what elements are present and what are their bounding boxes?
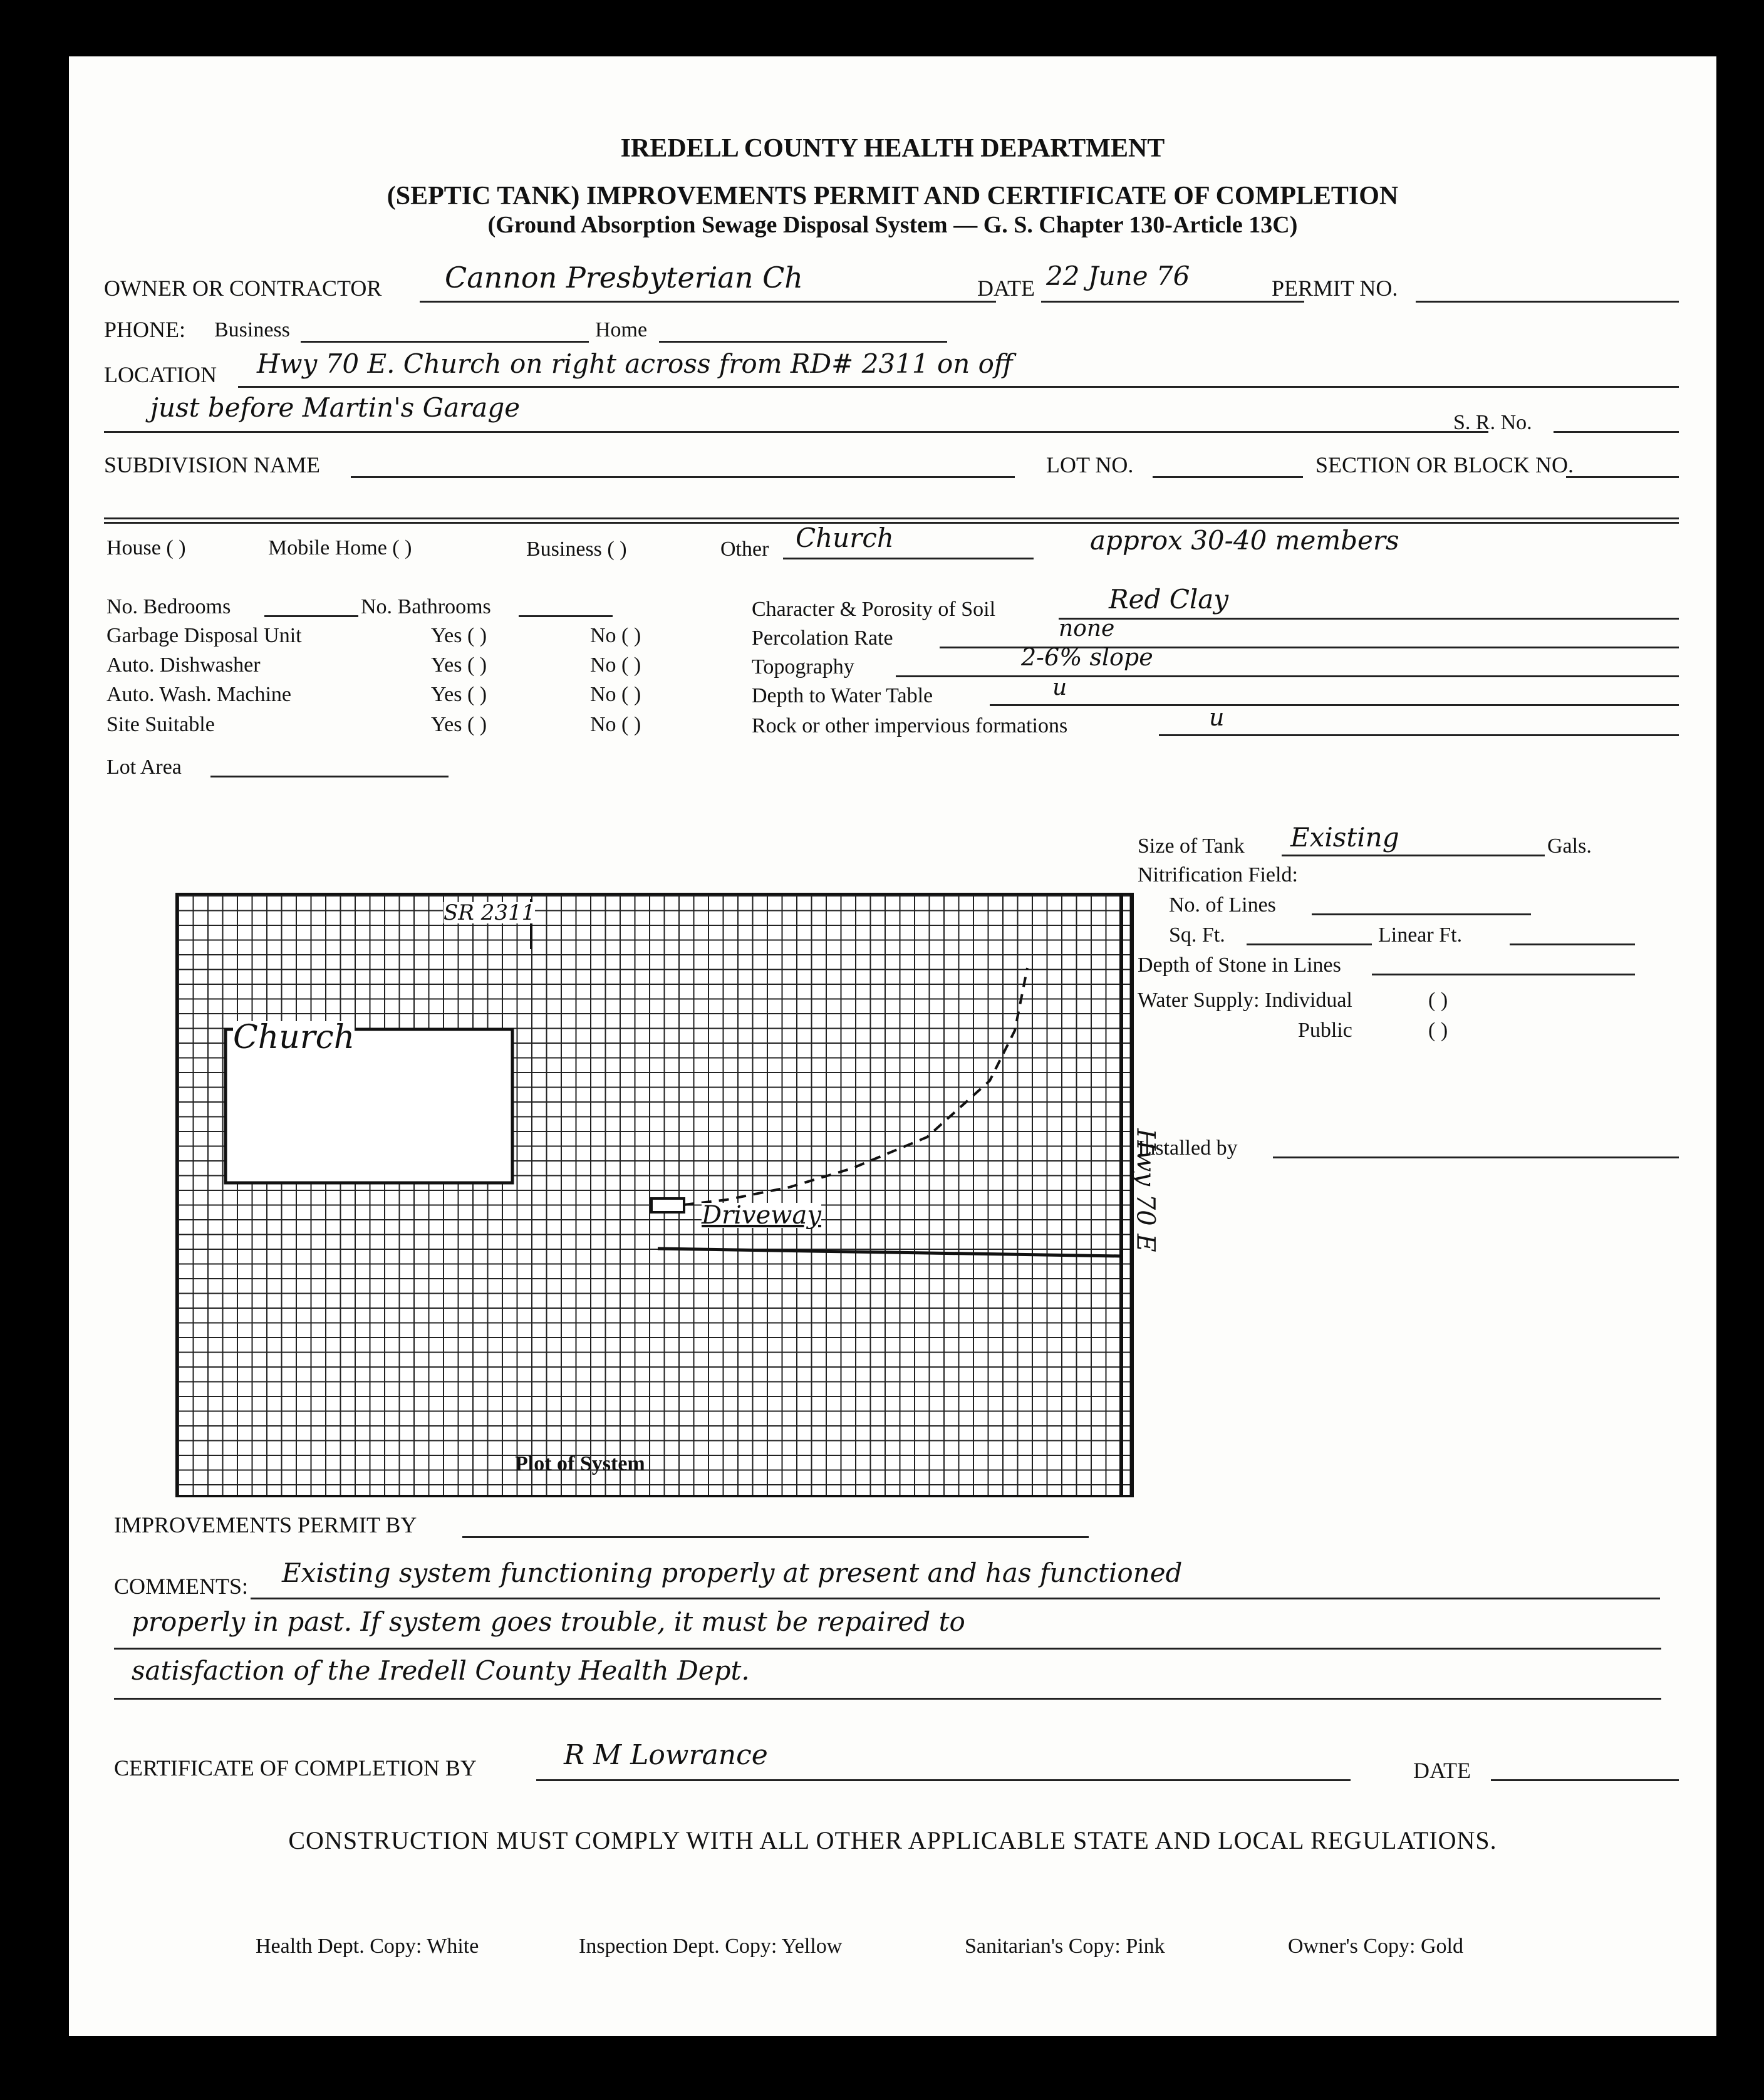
comments-line1[interactable]: Existing system functioning properly at present and has functioned xyxy=(282,1557,1183,1588)
no-of-lines-field[interactable] xyxy=(1312,913,1531,915)
permit-no-label: PERMIT NO. xyxy=(1272,276,1398,301)
road-label: Hwy 70 E xyxy=(1131,1128,1160,1252)
public-checkbox[interactable]: ( ) xyxy=(1428,1019,1448,1042)
copy-sanitarian: Sanitarian's Copy: Pink xyxy=(965,1935,1165,1958)
subdivision-field[interactable] xyxy=(351,476,1015,478)
form-subtitle: (Ground Absorption Sewage Disposal System — G. S. Chapter 130-Article 13C) xyxy=(487,212,1298,238)
gals-label: Gals. xyxy=(1547,834,1592,858)
comments-label: COMMENTS: xyxy=(114,1574,249,1599)
site-suitable-yes[interactable]: Yes ( ) xyxy=(431,713,487,736)
mobile-home-option[interactable]: Mobile Home ( ) xyxy=(268,536,412,559)
comments-line2[interactable]: properly in past. If system goes trouble, it must be repaired to xyxy=(132,1606,965,1637)
bedrooms-field[interactable] xyxy=(264,615,358,617)
public-label: Public xyxy=(1298,1019,1352,1042)
wash-machine-label: Auto. Wash. Machine xyxy=(106,683,292,706)
rock-value[interactable]: u xyxy=(1209,704,1225,731)
soil-character-label: Character & Porosity of Soil xyxy=(752,598,996,621)
owner-value[interactable]: Cannon Presbyterian Ch xyxy=(445,261,803,294)
wash-machine-yes[interactable]: Yes ( ) xyxy=(431,683,487,706)
topography-label: Topography xyxy=(752,655,854,678)
lot-no-field[interactable] xyxy=(1153,476,1303,478)
location-line1[interactable]: Hwy 70 E. Church on right across from RD# 2311 on off xyxy=(257,348,1013,379)
site-suitable-label: Site Suitable xyxy=(106,713,215,736)
certificate-date-label: DATE xyxy=(1413,1758,1471,1783)
sr-no-label: S. R. No. xyxy=(1453,411,1532,434)
location-label: LOCATION xyxy=(104,362,217,387)
water-table-value[interactable]: u xyxy=(1052,675,1067,700)
business-option[interactable]: Business ( ) xyxy=(526,538,627,561)
phone-business-field[interactable] xyxy=(301,341,589,343)
driveway-label: Driveway xyxy=(702,1201,821,1230)
sr-label: SR 2311 xyxy=(444,900,536,925)
other-value[interactable]: Church xyxy=(796,522,894,553)
sqft-label: Sq. Ft. xyxy=(1169,923,1225,947)
soil-character-value[interactable]: Red Clay xyxy=(1109,584,1229,615)
permit-form xyxy=(69,56,1716,2036)
copy-health: Health Dept. Copy: White xyxy=(256,1935,479,1958)
certificate-date-field[interactable] xyxy=(1491,1779,1679,1781)
form-title: (SEPTIC TANK) IMPROVEMENTS PERMIT AND CERTIFICATE OF COMPLETION xyxy=(387,182,1399,211)
date-value[interactable]: 22 June 76 xyxy=(1046,261,1190,291)
certificate-signature[interactable]: R M Lowrance xyxy=(564,1739,768,1771)
water-table-label: Depth to Water Table xyxy=(752,684,933,707)
bathrooms-label: No. Bathrooms xyxy=(361,595,491,618)
lot-no-label: LOT NO. xyxy=(1046,452,1134,477)
nitrification-label: Nitrification Field: xyxy=(1138,863,1298,886)
sewer-line xyxy=(684,968,1027,1205)
garbage-disposal-yes[interactable]: Yes ( ) xyxy=(431,624,487,647)
dishwasher-label: Auto. Dishwasher xyxy=(106,653,261,677)
house-option[interactable]: House ( ) xyxy=(106,536,186,559)
improvements-permit-field[interactable] xyxy=(462,1536,1089,1538)
stone-depth-field[interactable] xyxy=(1372,974,1635,975)
church-label: Church xyxy=(233,1019,355,1056)
phone-label: PHONE: xyxy=(104,317,186,342)
phone-home-label: Home xyxy=(595,318,648,341)
bathrooms-field[interactable] xyxy=(519,615,613,617)
sr-no-field[interactable] xyxy=(1554,431,1679,433)
location-line2[interactable]: just before Martin's Garage xyxy=(150,392,521,423)
improvements-permit-label: IMPROVEMENTS PERMIT BY xyxy=(114,1512,417,1537)
driveway-line xyxy=(658,1249,1121,1256)
rock-label: Rock or other impervious formations xyxy=(752,714,1068,737)
compliance-notice: CONSTRUCTION MUST COMPLY WITH ALL OTHER APPLICABLE STATE AND LOCAL REGULATIONS. xyxy=(288,1826,1497,1854)
permit-no-field[interactable] xyxy=(1416,301,1679,303)
sqft-field[interactable] xyxy=(1247,943,1372,945)
copy-owner: Owner's Copy: Gold xyxy=(1288,1935,1464,1958)
section-field[interactable] xyxy=(1566,476,1679,478)
individual-checkbox[interactable]: ( ) xyxy=(1428,989,1448,1012)
stone-depth-label: Depth of Stone in Lines xyxy=(1138,954,1341,977)
no-of-lines-label: No. of Lines xyxy=(1169,893,1276,917)
plot-drawing xyxy=(175,893,1134,1497)
agency-title: IREDELL COUNTY HEALTH DEPARTMENT xyxy=(620,134,1165,163)
phone-business-label: Business xyxy=(214,318,290,341)
plot-caption: Plot of System xyxy=(515,1452,645,1475)
topography-value[interactable]: 2-6% slope xyxy=(1021,643,1153,671)
linear-ft-field[interactable] xyxy=(1510,943,1635,945)
subdivision-label: SUBDIVISION NAME xyxy=(104,452,321,477)
section-label: SECTION OR BLOCK NO. xyxy=(1315,452,1574,477)
dishwasher-no[interactable]: No ( ) xyxy=(590,653,641,677)
installed-by-field[interactable] xyxy=(1273,1157,1679,1158)
lot-area-label: Lot Area xyxy=(106,756,182,779)
garbage-disposal-no[interactable]: No ( ) xyxy=(590,624,641,647)
date-label: DATE xyxy=(977,276,1035,301)
water-supply-label: Water Supply: Individual xyxy=(1138,989,1352,1012)
perc-rate-label: Percolation Rate xyxy=(752,626,893,650)
owner-label: OWNER OR CONTRACTOR xyxy=(104,276,382,301)
tank-marker xyxy=(651,1198,684,1212)
copy-inspection: Inspection Dept. Copy: Yellow xyxy=(579,1935,843,1958)
lot-area-field[interactable] xyxy=(210,776,449,777)
bedrooms-label: No. Bedrooms xyxy=(106,595,231,618)
garbage-disposal-label: Garbage Disposal Unit xyxy=(106,624,302,647)
certificate-label: CERTIFICATE OF COMPLETION BY xyxy=(114,1755,477,1780)
wash-machine-no[interactable]: No ( ) xyxy=(590,683,641,706)
tank-size-value[interactable]: Existing xyxy=(1290,822,1399,853)
installed-by-label: Installed by xyxy=(1138,1136,1238,1160)
phone-home-field[interactable] xyxy=(659,341,947,343)
comments-line3[interactable]: satisfaction of the Iredell County Health Dept. xyxy=(132,1655,750,1686)
perc-rate-value[interactable]: none xyxy=(1059,616,1115,642)
site-suitable-no[interactable]: No ( ) xyxy=(590,713,641,736)
dishwasher-yes[interactable]: Yes ( ) xyxy=(431,653,487,677)
tank-size-label: Size of Tank xyxy=(1138,834,1245,858)
other-label: Other xyxy=(720,538,769,561)
occupancy-note: approx 30-40 members xyxy=(1090,525,1399,556)
linear-ft-label: Linear Ft. xyxy=(1378,923,1463,947)
